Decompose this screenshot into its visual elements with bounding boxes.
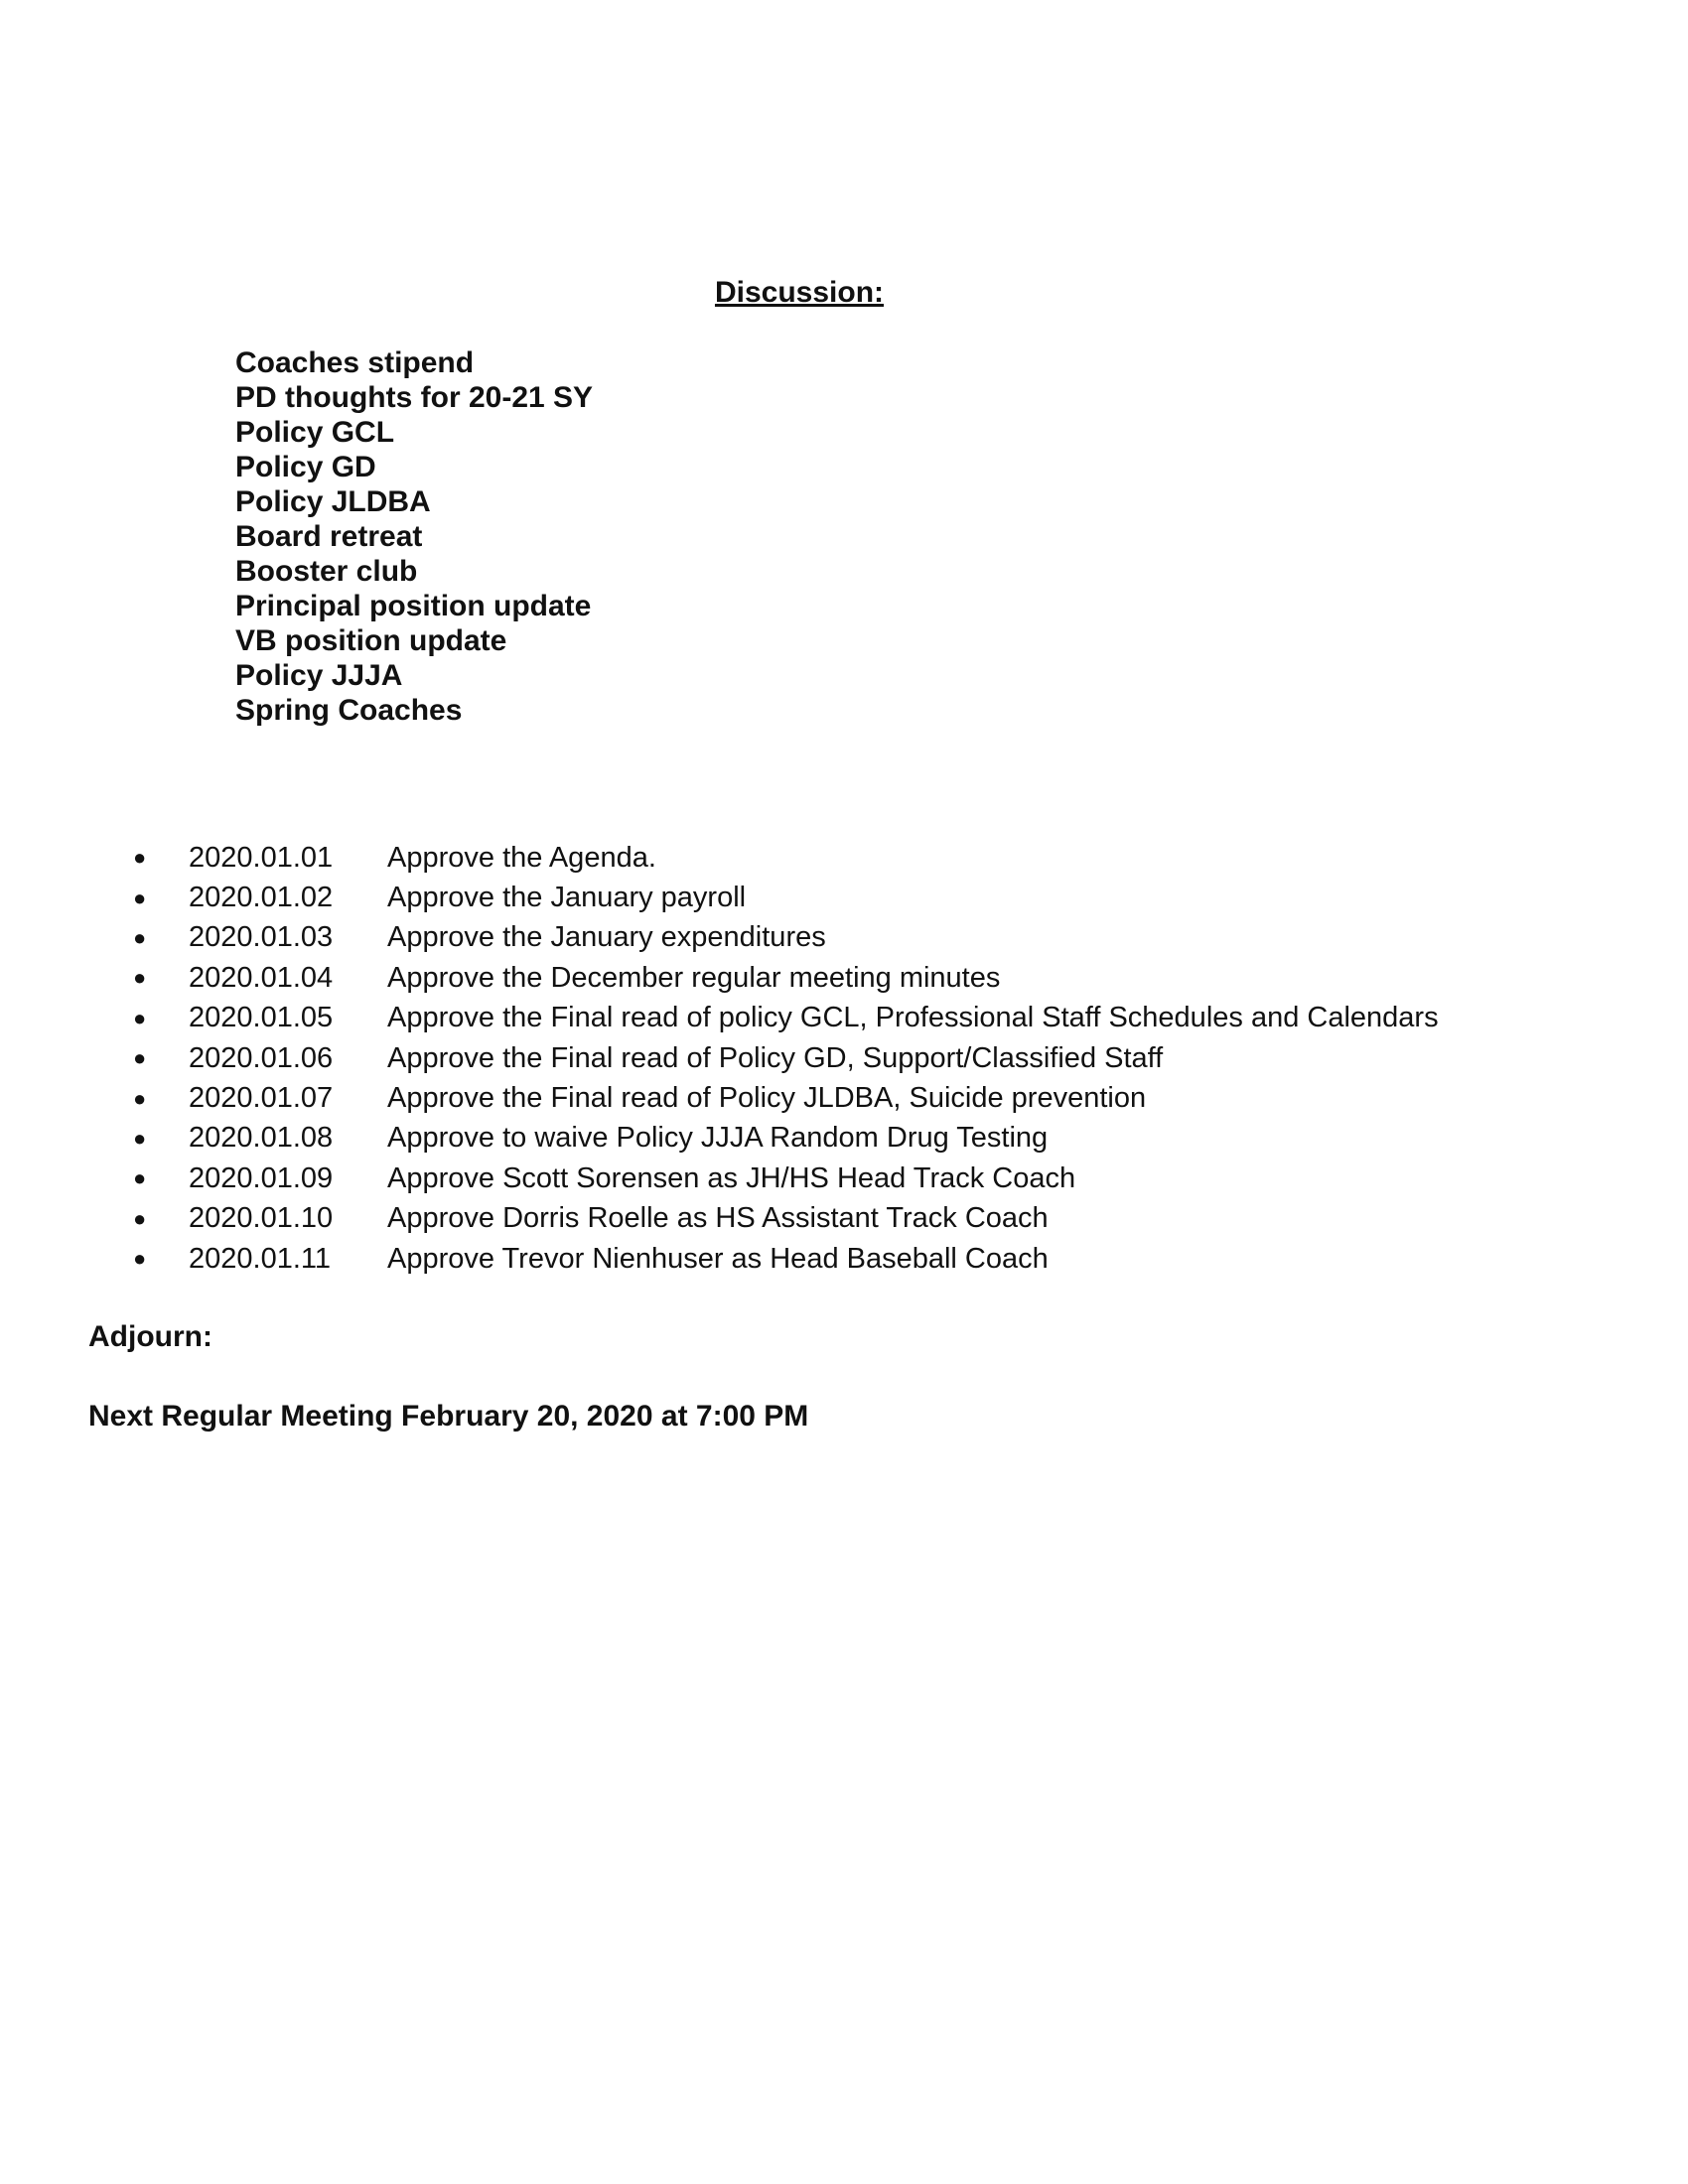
discussion-heading: Discussion: <box>714 276 885 309</box>
discussion-list <box>235 345 593 728</box>
bullet-icon: ● <box>133 924 147 950</box>
motion-text: Approve Scott Sorensen as JH/HS Head Track Coach <box>387 1161 1076 1194</box>
bullet-icon: ● <box>133 965 147 991</box>
motion-item <box>133 1078 1439 1118</box>
motion-number: 2020.01.03 <box>189 921 334 954</box>
discussion-item: Policy JLDBA <box>235 485 431 518</box>
motion-text: Approve the Final read of Policy JLDBA, Suicide prevention <box>387 1082 1147 1115</box>
motion-number: 2020.01.02 <box>189 882 334 914</box>
discussion-item: Policy GD <box>235 451 376 483</box>
motion-number: 2020.01.04 <box>189 961 334 994</box>
bullet-icon: ● <box>133 1005 147 1030</box>
motion-number: 2020.01.01 <box>189 841 334 874</box>
bullet-icon: ● <box>133 1205 147 1231</box>
motion-text: Approve Dorris Roelle as HS Assistant Track Coach <box>387 1202 1049 1235</box>
discussion-item: Principal position update <box>235 590 592 622</box>
motion-item <box>133 1159 1439 1198</box>
discussion-item: VB position update <box>235 624 507 657</box>
motion-text: Approve the January payroll <box>387 882 747 914</box>
motion-text: Approve the Final read of Policy GD, Support/Classified Staff <box>387 1041 1164 1074</box>
motion-item <box>133 1239 1439 1279</box>
motion-text: Approve to waive Policy JJJA Random Drug Testing <box>387 1122 1049 1155</box>
motion-text: Approve the December regular meeting minutes <box>387 961 1001 994</box>
bullet-icon: ● <box>133 1165 147 1191</box>
bullet-icon: ● <box>133 1246 147 1272</box>
motion-number: 2020.01.09 <box>189 1161 334 1194</box>
motion-text: Approve the January expenditures <box>387 921 826 954</box>
motion-text: Approve the Agenda. <box>387 841 656 874</box>
motion-text: Approve the Final read of policy GCL, Professional Staff Schedules and Calendars <box>387 1002 1439 1034</box>
discussion-item: PD thoughts for 20-21 SY <box>235 381 594 414</box>
motion-number: 2020.01.06 <box>189 1041 334 1074</box>
adjourn-label: Adjourn: <box>88 1320 212 1353</box>
bullet-icon: ● <box>133 1085 147 1111</box>
motion-number: 2020.01.05 <box>189 1002 334 1034</box>
motion-item <box>133 999 1439 1038</box>
motion-item <box>133 918 1439 958</box>
motion-item <box>133 838 1439 878</box>
motion-text: Approve Trevor Nienhuser as Head Baseball Coach <box>387 1242 1049 1275</box>
bullet-icon: ● <box>133 845 147 871</box>
discussion-item: Policy GCL <box>235 416 395 449</box>
motion-item <box>133 1199 1439 1239</box>
discussion-item: Policy JJJA <box>235 659 403 692</box>
motion-item <box>133 878 1439 917</box>
bullet-icon: ● <box>133 1125 147 1151</box>
motion-number: 2020.01.08 <box>189 1122 334 1155</box>
discussion-item: Coaches stipend <box>235 346 475 379</box>
discussion-item: Spring Coaches <box>235 694 463 727</box>
motion-list <box>133 838 1439 1279</box>
motion-number: 2020.01.10 <box>189 1202 334 1235</box>
motion-number: 2020.01.07 <box>189 1082 334 1115</box>
discussion-item: Booster club <box>235 555 418 588</box>
motion-item <box>133 1038 1439 1078</box>
motion-item <box>133 958 1439 998</box>
discussion-item: Board retreat <box>235 520 423 553</box>
motion-item <box>133 1119 1439 1159</box>
next-meeting-text: Next Regular Meeting February 20, 2020 at 7:00 PM <box>88 1400 809 1433</box>
motion-number: 2020.01.11 <box>189 1242 331 1275</box>
bullet-icon: ● <box>133 885 147 910</box>
bullet-icon: ● <box>133 1045 147 1071</box>
